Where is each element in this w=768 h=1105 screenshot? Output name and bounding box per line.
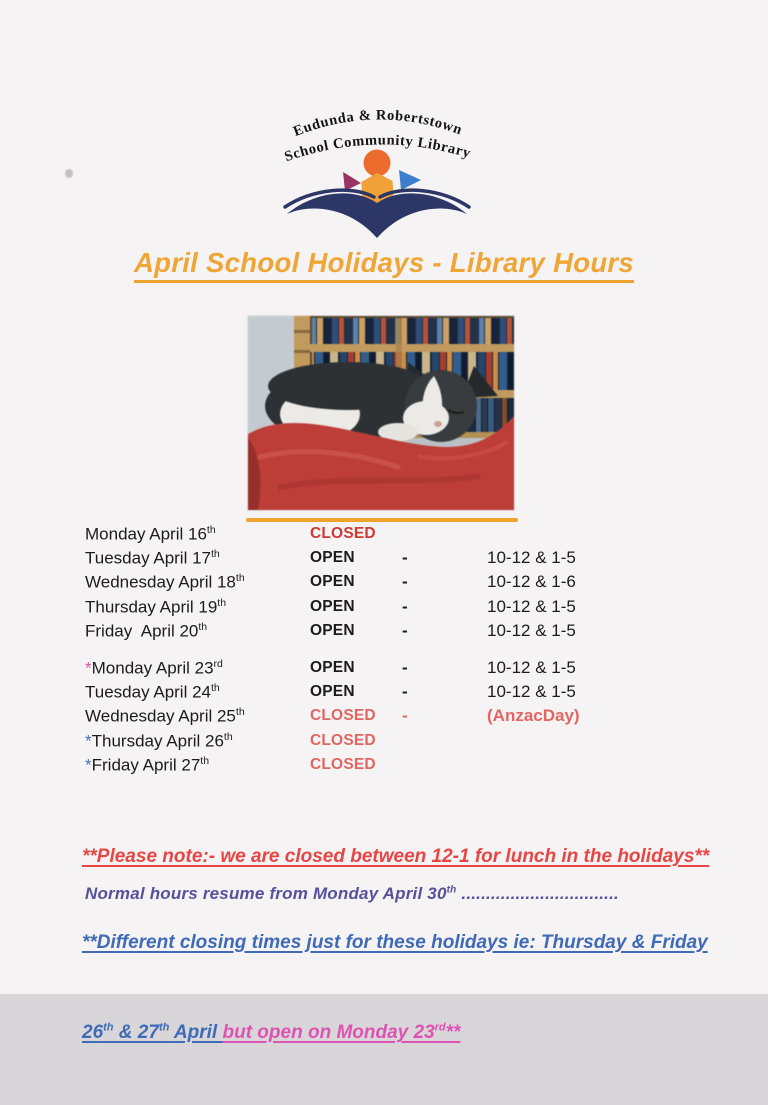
dash-separator: - — [402, 620, 408, 640]
resume-hours-note: Normal hours resume from Monday April 30th ................................ — [85, 884, 619, 903]
day-label: *Thursday April 26th — [85, 730, 233, 751]
closing-times-note-line1: **Different closing times just for these holidays ie: Thursday & Friday — [82, 931, 708, 953]
title-row — [0, 247, 768, 283]
schedule-row — [0, 548, 768, 572]
schedule-row — [0, 731, 768, 755]
day-label: Thursday April 19th — [85, 596, 227, 617]
dash-separator: - — [402, 682, 408, 702]
day-label: Wednesday April 25th — [85, 706, 245, 726]
photo-underline-rule — [246, 518, 518, 522]
logo-arc-text-2: School Community Library — [282, 132, 473, 166]
day-label: Monday April 16th — [85, 524, 216, 544]
status-label: OPEN — [310, 573, 355, 591]
schedule-row — [0, 658, 768, 682]
hours-schedule — [0, 524, 768, 779]
logo-blue-triangle-icon — [399, 170, 421, 190]
schedule-row — [0, 682, 768, 706]
closing-times-note-line2: 26th & 27th April but open on Monday 23rd** — [82, 1022, 461, 1044]
hours-label: 10-12 & 1-6 — [487, 572, 576, 592]
dash-separator: - — [402, 548, 408, 568]
day-label: Tuesday April 17th — [85, 548, 220, 568]
day-label: *Monday April 23rd — [85, 657, 223, 678]
page-title: April School Holidays - Library Hours — [134, 247, 634, 283]
asterisk-marker: * — [85, 755, 92, 775]
dash-separator: - — [402, 657, 408, 677]
hours-label: (AnzacDay) — [487, 706, 580, 726]
status-label: OPEN — [310, 621, 355, 639]
asterisk-marker: * — [85, 731, 92, 751]
sleeping-cat-photo — [248, 316, 514, 510]
logo-maroon-triangle-icon — [343, 172, 361, 191]
logo-head-circle-icon — [364, 150, 391, 177]
status-label: CLOSED — [310, 707, 376, 725]
day-label: Tuesday April 24th — [85, 682, 220, 702]
dash-separator: - — [402, 706, 408, 726]
hours-label: 10-12 & 1-5 — [487, 682, 576, 702]
status-label: OPEN — [310, 597, 355, 615]
status-label: OPEN — [310, 658, 355, 676]
hours-label: 10-12 & 1-5 — [487, 596, 576, 616]
day-label: *Friday April 27th — [85, 754, 210, 775]
logo-arc-text-1: Eudunda & Robertstown — [291, 107, 465, 140]
schedule-row — [0, 706, 768, 730]
status-label: CLOSED — [310, 731, 376, 749]
library-logo — [252, 100, 514, 245]
hours-label: 10-12 & 1-5 — [487, 548, 576, 568]
asterisk-marker: * — [85, 658, 92, 678]
schedule-row — [0, 597, 768, 621]
status-label: CLOSED — [310, 755, 376, 773]
day-label: Wednesday April 18th — [85, 572, 245, 593]
day-label: Friday April 20th — [85, 620, 208, 641]
dash-separator: - — [402, 596, 408, 616]
hours-label: 10-12 & 1-5 — [487, 657, 576, 677]
week-gap — [0, 645, 768, 658]
status-label: OPEN — [310, 549, 355, 567]
notes-section — [82, 786, 742, 1105]
status-label: OPEN — [310, 683, 355, 701]
lunch-note: **Please note:- we are closed between 12-1 for lunch in the holidays** — [82, 846, 710, 867]
status-label: CLOSED — [310, 525, 376, 542]
schedule-row — [0, 621, 768, 645]
dash-separator: - — [402, 572, 408, 592]
schedule-row — [0, 755, 768, 779]
schedule-row — [0, 524, 768, 548]
hours-label: 10-12 & 1-5 — [487, 620, 576, 640]
scan-smudge — [65, 169, 73, 178]
schedule-row — [0, 572, 768, 596]
